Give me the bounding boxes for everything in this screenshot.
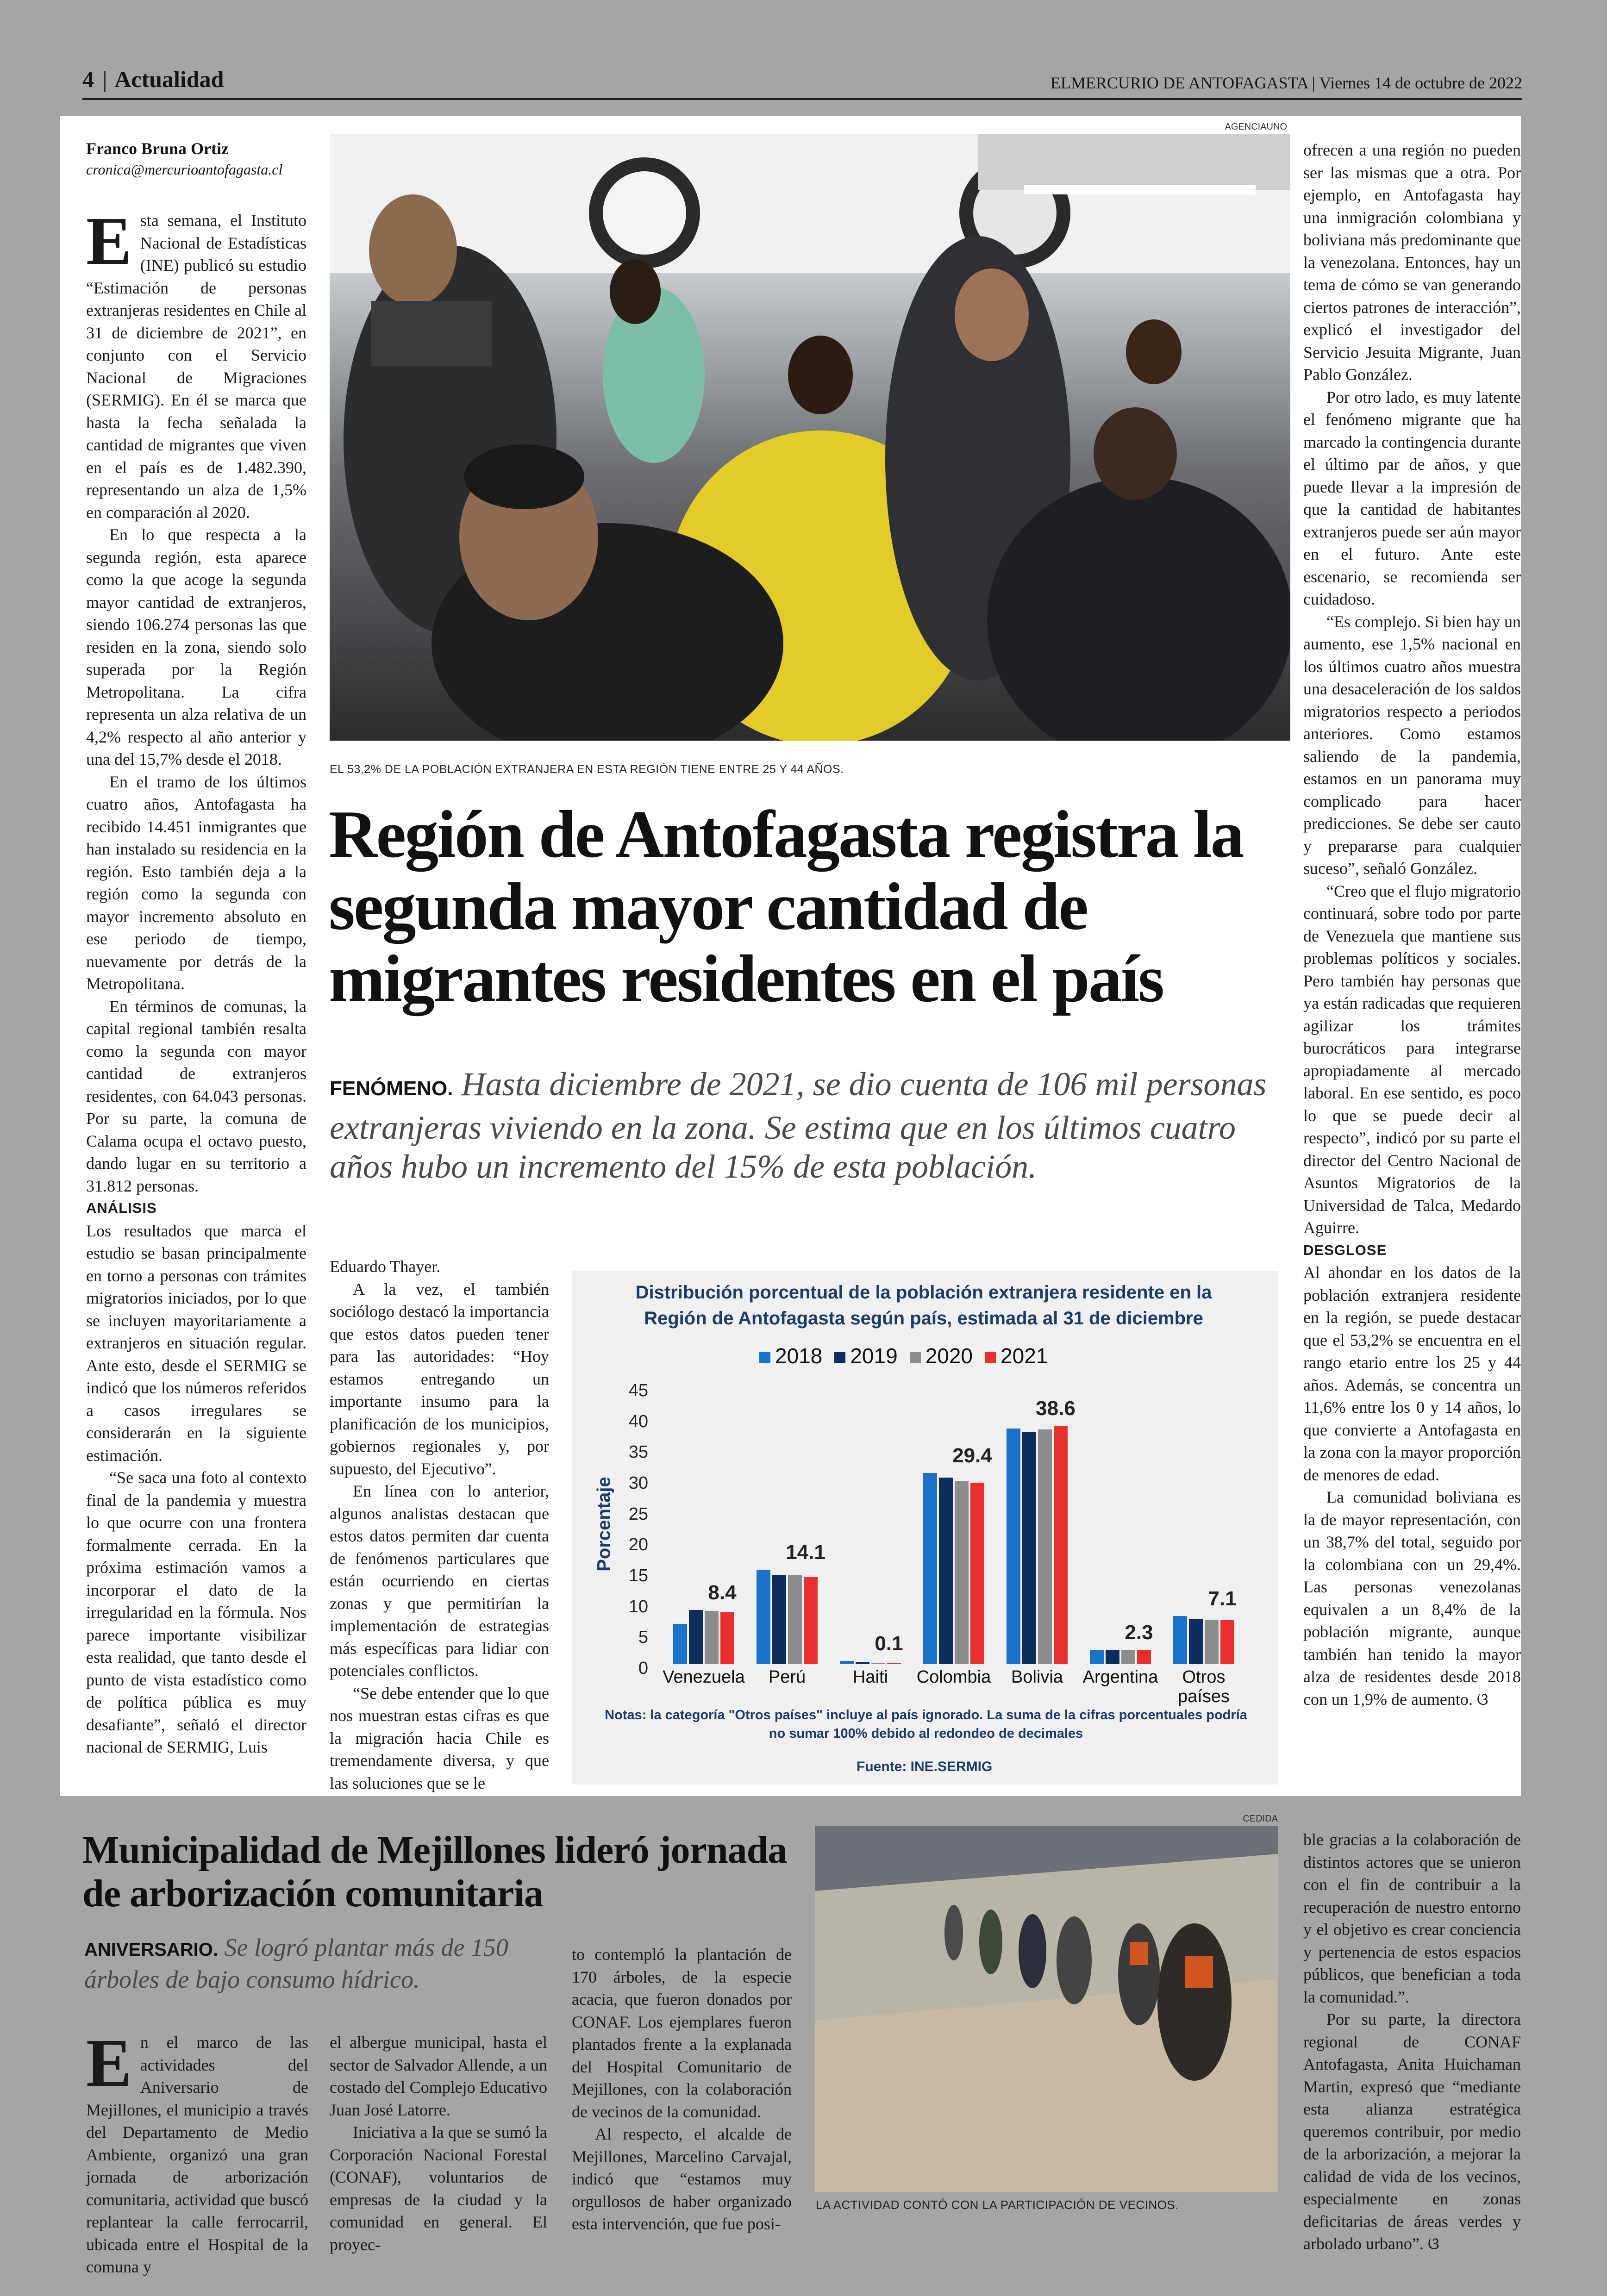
author-email: cronica@mercurioantofagasta.cl: [86, 161, 283, 178]
barbershop-photo: [330, 134, 1290, 741]
bar-2018: [1090, 1650, 1104, 1664]
main-article-column-1: [86, 203, 306, 1759]
y-tick-label: 35: [628, 1442, 648, 1462]
newspaper-name: ELMERCURIO DE ANTOFAGASTA: [1050, 74, 1308, 92]
header-rule: [82, 98, 1522, 100]
second-article-column-1: [86, 2025, 308, 2278]
second-article-column-3: [572, 1943, 792, 2235]
chart-y-axis: [620, 1381, 653, 1678]
byline: [86, 139, 318, 178]
chart-plot-area: [662, 1386, 1245, 1664]
y-tick-label: 25: [628, 1504, 648, 1524]
bar-2020: [1205, 1620, 1219, 1664]
bar-2021: [804, 1577, 818, 1664]
data-label: 14.1: [786, 1541, 825, 1564]
end-mark-icon: ଓ: [1427, 2234, 1439, 2253]
paragraph: “Se debe entender que lo que nos muestran estas cifras es que la migración hacia Chile es tremendamente diversa, y que las soluciones que se le: [330, 1684, 549, 1792]
bar-2019: [689, 1610, 703, 1664]
data-label: 0.1: [875, 1632, 903, 1655]
legend-item-2019: 2019: [834, 1343, 897, 1368]
paragraph: “Creo que el flujo migratorio continuará, sobre todo por parte de Venezuela que mantiene sus problemas políticos y sociales. Pero también hay personas que ya están radicadas que requieren agilizar los trámites burocráticos para integrarse apropiadamente al mercado laboral. En ese sentido, es poco lo que se puede decir al respecto”, indicó por su parte el director del Centro Nacional de Asuntos Migratorios de la Universidad de Talca, Medardo Aguirre.: [1303, 881, 1521, 1237]
bar-2021: [1220, 1620, 1234, 1664]
bar-2021: [970, 1483, 984, 1664]
paragraph: Por su parte, la directora regional de CONAF Antofagasta, Anita Huichaman Martin, expresó que “mediante esta alianza estratégica queremos contribuir, por medio de la arborización, a mejorar la calidad de vida de los vecinos, especialmente en zonas deficitarias de áreas verdes y arbolado urbano”. ଓ: [1303, 2010, 1521, 2253]
bar-2018: [1007, 1429, 1020, 1664]
bar-2020: [705, 1611, 719, 1664]
bar-2019: [856, 1662, 869, 1664]
x-category-label: Bolivia: [1011, 1667, 1063, 1687]
data-label: 29.4: [952, 1444, 992, 1467]
y-tick-label: 20: [628, 1535, 648, 1555]
paragraph: Eduardo Thayer.: [330, 1257, 441, 1276]
x-category-label: Venezuela: [663, 1667, 745, 1687]
subheading-analisis: ANÁLISIS: [86, 1200, 157, 1216]
paragraph: Al respecto, el alcalde de Mejillones, Marcelino Carvajal, indicó que “estamos muy orgullosos de haber organizado esta intervención, que fue posi-: [572, 2125, 792, 2233]
photo-caption: EL 53,2% DE LA POBLACIÓN EXTRANJERA EN ESTA REGIÓN TIENE ENTRE 25 Y 44 AÑOS.: [330, 763, 844, 776]
kicker: ANIVERSARIO.: [84, 1940, 218, 1960]
legend-item-2020: 2020: [910, 1343, 973, 1368]
paragraph: Al ahondar en los datos de la población extranjera residente en la región, se puede destacar que el 53,2% se encuentra en el rango etario entre los 25 y 44 años. Además, se concentra un 11,6% entre los 0 y 14 años, lo que convierte a Antofagasta en la zona con la mayor proporción de menores de edad.: [1303, 1263, 1521, 1484]
second-article-column-2: [330, 2031, 547, 2256]
main-article-column-3: [1303, 139, 1521, 1711]
bar-2018: [757, 1570, 770, 1664]
bar-2021: [720, 1612, 734, 1664]
bar-2018: [1173, 1616, 1187, 1664]
y-tick-label: 45: [628, 1381, 648, 1400]
y-tick-label: 10: [628, 1597, 648, 1616]
paragraph: A la vez, el también sociólogo destacó la importancia que estos datos pueden tener para las autoridades: “Hoy estamos entregando un importante insumo para la planificación de los municipios, gobiernos regionales y, por supuesto, del Ejecutivo”.: [330, 1279, 549, 1478]
legend-item-2021: 2021: [985, 1343, 1048, 1368]
paragraph: Por otro lado, es muy latente el fenómeno migrante que ha marcado la contingencia durante el último par de años, y que puede llevar a la impresión de que la cantidad de habitantes extranjeros puede ser aún mayor en el futuro. Ante este escenario, se recomienda ser cuidadoso.: [1303, 387, 1521, 608]
data-label: 8.4: [708, 1581, 737, 1604]
x-category-label: Argentina: [1082, 1667, 1158, 1687]
bar-2018: [673, 1624, 687, 1664]
deck-text: Se logró plantar más de 150 árboles de bajo consumo hídrico.: [84, 1934, 508, 1993]
main-article-column-2: [330, 1255, 549, 1794]
chart-title: Distribución porcentual de la población extranjera residente en la Región de Antofagasta según país, estimada al 31 de diciembre: [635, 1282, 1212, 1329]
y-tick-label: 0: [638, 1659, 648, 1678]
paragraph: to contempló la plantación de 170 árboles, de la especie acacia, que fueron donados por CONAF. Los ejemplares fueron plantados frente a la explanada del Hospital Comunitario de Mejillones, con la colaboración de vecinos de la comunidad.: [572, 1945, 792, 2121]
second-article-deck: [84, 1933, 547, 1994]
bar-2020: [1038, 1429, 1052, 1664]
paragraph: La comunidad boliviana es la de mayor representación, con un 38,7% del total, seguido por la colombiana con un 29,4%. Las personas venezolanas equivalen a un 8,4% de la población migrante, aunque también han tenido la mayor alza de residentes desde 2018 con un 1,9% de aumento. ଓ: [1303, 1488, 1521, 1709]
photo-caption: LA ACTIVIDAD CONTÓ CON LA PARTICIPACIÓN DE VECINOS.: [816, 2198, 1179, 2212]
chart-legend: [759, 1343, 1048, 1368]
y-tick-label: 5: [638, 1628, 648, 1647]
chart-notes: Notas: la categoría "Otros países" incluye al país ignorado. La suma de la cifras porcentuales podría no sumar 100% debido al redondeo de decimales: [605, 1708, 1247, 1741]
legend-item-2018: 2018: [759, 1343, 822, 1368]
paragraph: En lo que respecta a la segunda región, esta aparece como la que acoge la segunda mayor cantidad de extranjeros, siendo 106.274 personas las que residen en la zona, siendo solo superada por la Región Metropolitana. La cifra representa un alza relativa de un 4,2% respecto al año anterior y una del 15,7% desde el 2018.: [86, 525, 306, 768]
bar-2019: [772, 1575, 786, 1664]
paragraph: En línea con lo anterior, algunos analistas destacan que estos datos permiten dar cuenta de fenómenos particulares que están ocurriendo en ciertas zonas y que permitirían la implementación de estrategias más específicas para lidiar con potenciales conflictos.: [330, 1482, 549, 1680]
chart-source: Fuente: INE.SERMIG: [857, 1759, 993, 1774]
y-tick-label: 15: [628, 1566, 648, 1585]
page-number: 4: [82, 66, 94, 92]
second-article-headline: Municipalidad de Mejillones lideró jornada de arborización comunitaria: [82, 1828, 787, 1915]
y-tick-label: 40: [628, 1411, 648, 1431]
bar-2020: [871, 1663, 885, 1664]
bar-2019: [939, 1478, 953, 1664]
photo-illustration: [330, 134, 1290, 741]
data-label: 38.6: [1036, 1397, 1076, 1420]
bar-2019: [1022, 1432, 1036, 1664]
bar-2018: [840, 1661, 854, 1664]
paragraph: “Es complejo. Si bien hay un aumento, ese 1,5% nacional en los últimos cuatro años muestra una desaceleración de los saldos migratorios respecto a periodos anteriores. Como estamos saliendo de la pandemia, estamos en un panorama muy complicado para hacer predicciones. Se debe ser cauto y prepararse para cualquier suceso”, señaló González.: [1303, 612, 1521, 878]
bar-2018: [923, 1473, 937, 1664]
paragraph: ofrecen a una región no pueden ser las mismas que a otra. Por ejemplo, en Antofagasta hay una inmigración colombiana y boliviana más predominante que la venezolana. Entonces, hay un tema de cómo se van generando ciertos patrones de interacción”, explicó el investigador del Servicio Jesuita Migrante, Juan Pablo González.: [1303, 141, 1521, 384]
bar-2020: [955, 1481, 969, 1664]
x-category-label: Otros países: [1178, 1667, 1230, 1706]
page-header: 4 | Actualidad ELMERCURIO DE ANTOFAGASTA | Viernes 14 de octubre de 2022: [82, 66, 1522, 92]
photo-credit: AGENCIAUNO: [1225, 122, 1287, 132]
data-label: 2.3: [1125, 1621, 1153, 1644]
bar-2019: [1189, 1619, 1203, 1664]
deck-text: Hasta diciembre de 2021, se dio cuenta de 106 mil personas extranjeras viviendo en la zona. Se estima que en los últimos cuatro años hubo un incremento del 15% de esta población.: [330, 1066, 1267, 1185]
kicker: FENÓMENO.: [330, 1077, 453, 1100]
second-article-column-4: [1303, 1828, 1521, 2256]
x-category-label: Perú: [768, 1667, 806, 1687]
chart-ylabel: Porcentaje: [594, 1477, 614, 1572]
tree-planting-photo: [815, 1826, 1278, 2192]
section-name: Actualidad: [114, 66, 224, 92]
bar-2020: [1121, 1650, 1135, 1664]
end-mark-icon: ଓ: [1476, 1690, 1488, 1709]
paragraph: “Se saca una foto al contexto final de la pandemia y muestra lo que ocurre con una frontera formalmente cerrada. En la próxima estimación vamos a incorporar el dato de la irregularidad en la fórmula. Nos parece importante visibilizar esta realidad, que tanto desde el punto de vista estadístico como de política pública es muy desafiante”, señaló el director nacional de SERMIG, Luis: [86, 1468, 306, 1756]
paragraph: ble gracias a la colaboración de distintos actores que se unieron con el fin de contribuir a la recuperación de nuestro entorno y el objetivo es crear conciencia y pertenencia de estos espacios públicos, que benefician a toda la comunidad.”.: [1303, 1830, 1521, 2006]
issue-date: Viernes 14 de octubre de 2022: [1319, 74, 1522, 92]
paragraph: Iniciativa a la que se sumó la Corporación Nacional Forestal (CONAF), voluntarios de empresas de la ciudad y la comunidad en general. El proyec-: [330, 2123, 547, 2254]
author-name: Franco Bruna Ortiz: [86, 139, 229, 158]
bar-2020: [788, 1575, 802, 1664]
headline: Región de Antofagasta registra la segunda mayor cantidad de migrantes residentes en el país: [329, 797, 1243, 1016]
bar-2021: [1054, 1426, 1068, 1664]
paragraph: n el marco de las actividades del Aniversario de Mejillones, el municipio a través del Departamento de Medio Ambiente, organizó una gran jornada de arborización comunitaria, actividad que buscó replantear la calle ferrocarril, ubicada entre el Hospital de la comuna y: [86, 2033, 308, 2276]
photo-credit: CEDIDA: [1243, 1814, 1278, 1824]
x-category-label: Haiti: [852, 1667, 888, 1687]
bar-2021: [887, 1663, 901, 1664]
subheading-desglose: DESGLOSE: [1303, 1242, 1387, 1258]
paragraph: En el tramo de los últimos cuatro años, Antofagasta ha recibido 14.451 inmigrantes que han instalado su residencia en la región. Esto también deja a la región como la segunda con mayor incremento absoluto en ese periodo de tiempo, nuevamente por detrás de la Metropolitana.: [86, 772, 306, 993]
paragraph: sta semana, el Instituto Nacional de Estadísticas (INE) publicó su estudio “Estimación de personas extranjeras residentes en Chile al 31 de diciembre de 2021”, en conjunto con el Servicio Nacional de Migraciones (SERMIG). En él se marca que hasta la fecha señalada la cantidad de migrantes que viven en el país es de 1.482.390, representando un alza de 1,5% en comparación al 2020.: [86, 211, 306, 522]
bar-2019: [1106, 1650, 1119, 1664]
paragraph: Los resultados que marca el estudio se basan principalmente en torno a personas con trámites migratorios iniciados, por lo que se incluyen mayoritariamente a extranjeros en situación regular. Ante esto, desde el SERMIG se indicó que los números referidos a casos irregulares se considerarán en la siguiente estimación.: [86, 1221, 306, 1465]
paragraph: el albergue municipal, hasta el sector de Salvador Allende, a un costado del Complejo Educativo Juan José Latorre.: [330, 2033, 547, 2119]
photo-illustration: [815, 1826, 1278, 2192]
data-label: 7.1: [1208, 1587, 1237, 1610]
drop-cap: E: [86, 203, 132, 279]
deck: [330, 1065, 1293, 1186]
paragraph: En términos de comunas, la capital regional también resalta como la segunda con mayor cantidad de extranjeros residentes, con 64.043 personas. Por su parte, la comuna de Calama ocupa el octavo puesto, dando lugar en su territorio a 31.812 personas.: [86, 997, 306, 1195]
drop-cap: E: [86, 2025, 132, 2101]
x-category-label: Colombia: [916, 1667, 991, 1687]
bar-2021: [1137, 1650, 1151, 1664]
y-tick-label: 30: [628, 1473, 648, 1493]
